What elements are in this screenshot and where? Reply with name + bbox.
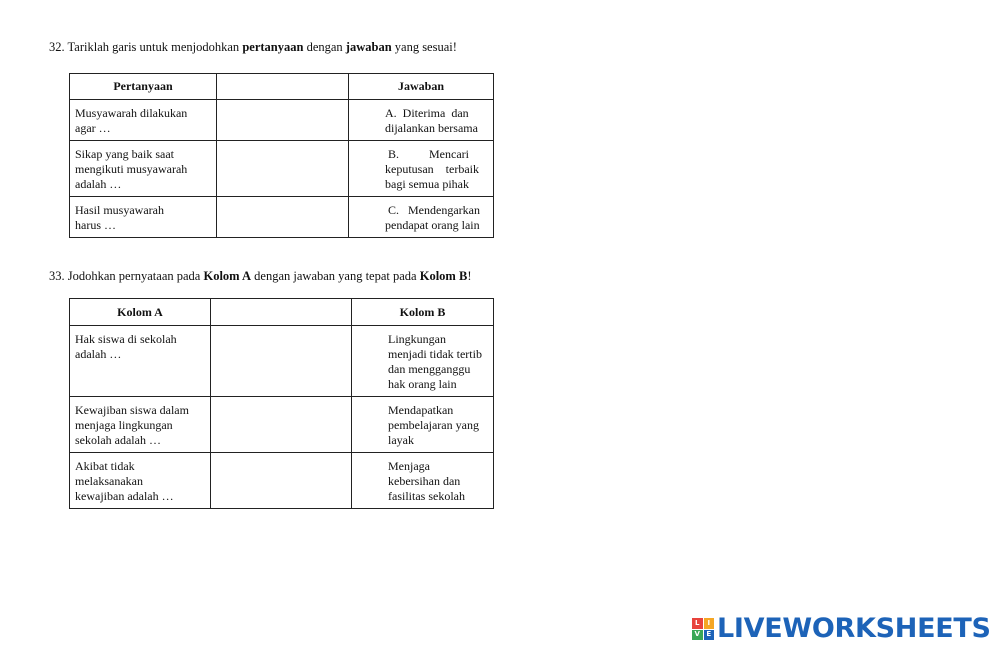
question-cell[interactable] <box>70 100 217 141</box>
answer-cell[interactable] <box>349 141 494 197</box>
table-row <box>70 326 494 397</box>
table-row <box>70 197 494 238</box>
cell-line: Akibat tidak <box>75 459 135 473</box>
cell-line: B. Mencari <box>385 147 469 161</box>
question-33-title <box>49 269 471 284</box>
table-row <box>70 100 494 141</box>
cell-line: dan mengganggu <box>388 362 471 376</box>
column-header-questions: Pertanyaan <box>70 74 217 100</box>
matching-line-area[interactable] <box>211 326 352 397</box>
cell-line: Musyawarah dilakukan <box>75 106 188 120</box>
cell-line: adalah … <box>75 347 122 361</box>
instruction-bold: pertanyaan <box>242 40 304 54</box>
cell-line: agar … <box>75 121 111 135</box>
liveworksheets-logo <box>692 614 991 644</box>
cell-line: mengikuti musyawarah <box>75 162 188 176</box>
cell-line: hak orang lain <box>388 377 457 391</box>
instruction-bold: Kolom A <box>203 269 252 283</box>
cell-line: Hak siswa di sekolah <box>75 332 177 346</box>
instruction-text: yang sesuai! <box>391 40 457 54</box>
question-number: 33. <box>49 269 65 283</box>
answer-cell[interactable] <box>349 197 494 238</box>
matching-line-area-header <box>217 74 349 100</box>
cell-line: A. Diterima dan <box>385 106 469 120</box>
cell-line: Lingkungan <box>388 332 446 346</box>
answer-cell[interactable] <box>349 100 494 141</box>
matching-line-area[interactable] <box>217 197 349 238</box>
question-cell[interactable] <box>70 197 217 238</box>
matching-line-area[interactable] <box>217 141 349 197</box>
statement-cell[interactable] <box>70 397 211 453</box>
cell-line: layak <box>388 433 414 447</box>
logo-tile: L <box>692 618 703 629</box>
cell-line: menjadi tidak tertib <box>388 347 482 361</box>
logo-tile: V <box>692 630 703 641</box>
cell-line: C. Mendengarkan <box>385 203 480 217</box>
instruction-text: Tariklah garis untuk menjodohkan <box>67 40 243 54</box>
cell-line: kebersihan dan <box>388 474 461 488</box>
cell-line: menjaga lingkungan <box>75 418 173 432</box>
instruction-text: dengan jawaban yang tepat pada <box>251 269 420 283</box>
logo-tile: I <box>704 618 715 629</box>
table-row <box>70 453 494 509</box>
matching-table-32 <box>69 73 494 238</box>
cell-line: Sikap yang baik saat <box>75 147 174 161</box>
answer-cell[interactable] <box>352 453 494 509</box>
instruction-text: ! <box>467 269 472 283</box>
matching-table-33 <box>69 298 494 509</box>
cell-line: harus … <box>75 218 116 232</box>
statement-cell[interactable] <box>70 453 211 509</box>
instruction-text: dengan <box>303 40 346 54</box>
logo-tile: E <box>704 630 715 641</box>
matching-line-area[interactable] <box>217 100 349 141</box>
answer-cell[interactable] <box>352 326 494 397</box>
cell-line: melaksanakan <box>75 474 143 488</box>
instruction-bold: Kolom B <box>419 269 468 283</box>
cell-line: kewajiban adalah … <box>75 489 174 503</box>
statement-cell[interactable] <box>70 326 211 397</box>
question-cell[interactable] <box>70 141 217 197</box>
answer-cell[interactable] <box>352 397 494 453</box>
table-row <box>70 397 494 453</box>
question-number: 32. <box>49 40 65 54</box>
logo-text: LIVEWORKSHEETS <box>717 613 991 644</box>
cell-line: Hasil musyawarah <box>75 203 164 217</box>
cell-line: Menjaga <box>388 459 430 473</box>
matching-line-area[interactable] <box>211 397 352 453</box>
cell-line: pembelajaran yang <box>388 418 479 432</box>
logo-icon <box>692 618 714 640</box>
cell-line: Kewajiban siswa dalam <box>75 403 189 417</box>
matching-line-area[interactable] <box>211 453 352 509</box>
cell-line: Mendapatkan <box>388 403 454 417</box>
table-row <box>70 141 494 197</box>
question-32-title <box>49 40 457 55</box>
matching-line-area-header <box>211 299 352 326</box>
instruction-bold: jawaban <box>345 40 392 54</box>
column-header-kolom-a: Kolom A <box>70 299 211 326</box>
cell-line: pendapat orang lain <box>385 218 480 232</box>
cell-line: fasilitas sekolah <box>388 489 465 503</box>
column-header-kolom-b: Kolom B <box>352 299 494 326</box>
cell-line: bagi semua pihak <box>385 177 469 191</box>
cell-line: sekolah adalah … <box>75 433 161 447</box>
column-header-answers: Jawaban <box>349 74 494 100</box>
cell-line: adalah … <box>75 177 122 191</box>
cell-line: keputusan terbaik <box>385 162 479 176</box>
instruction-text: Jodohkan pernyataan pada <box>67 269 204 283</box>
cell-line: dijalankan bersama <box>385 121 478 135</box>
